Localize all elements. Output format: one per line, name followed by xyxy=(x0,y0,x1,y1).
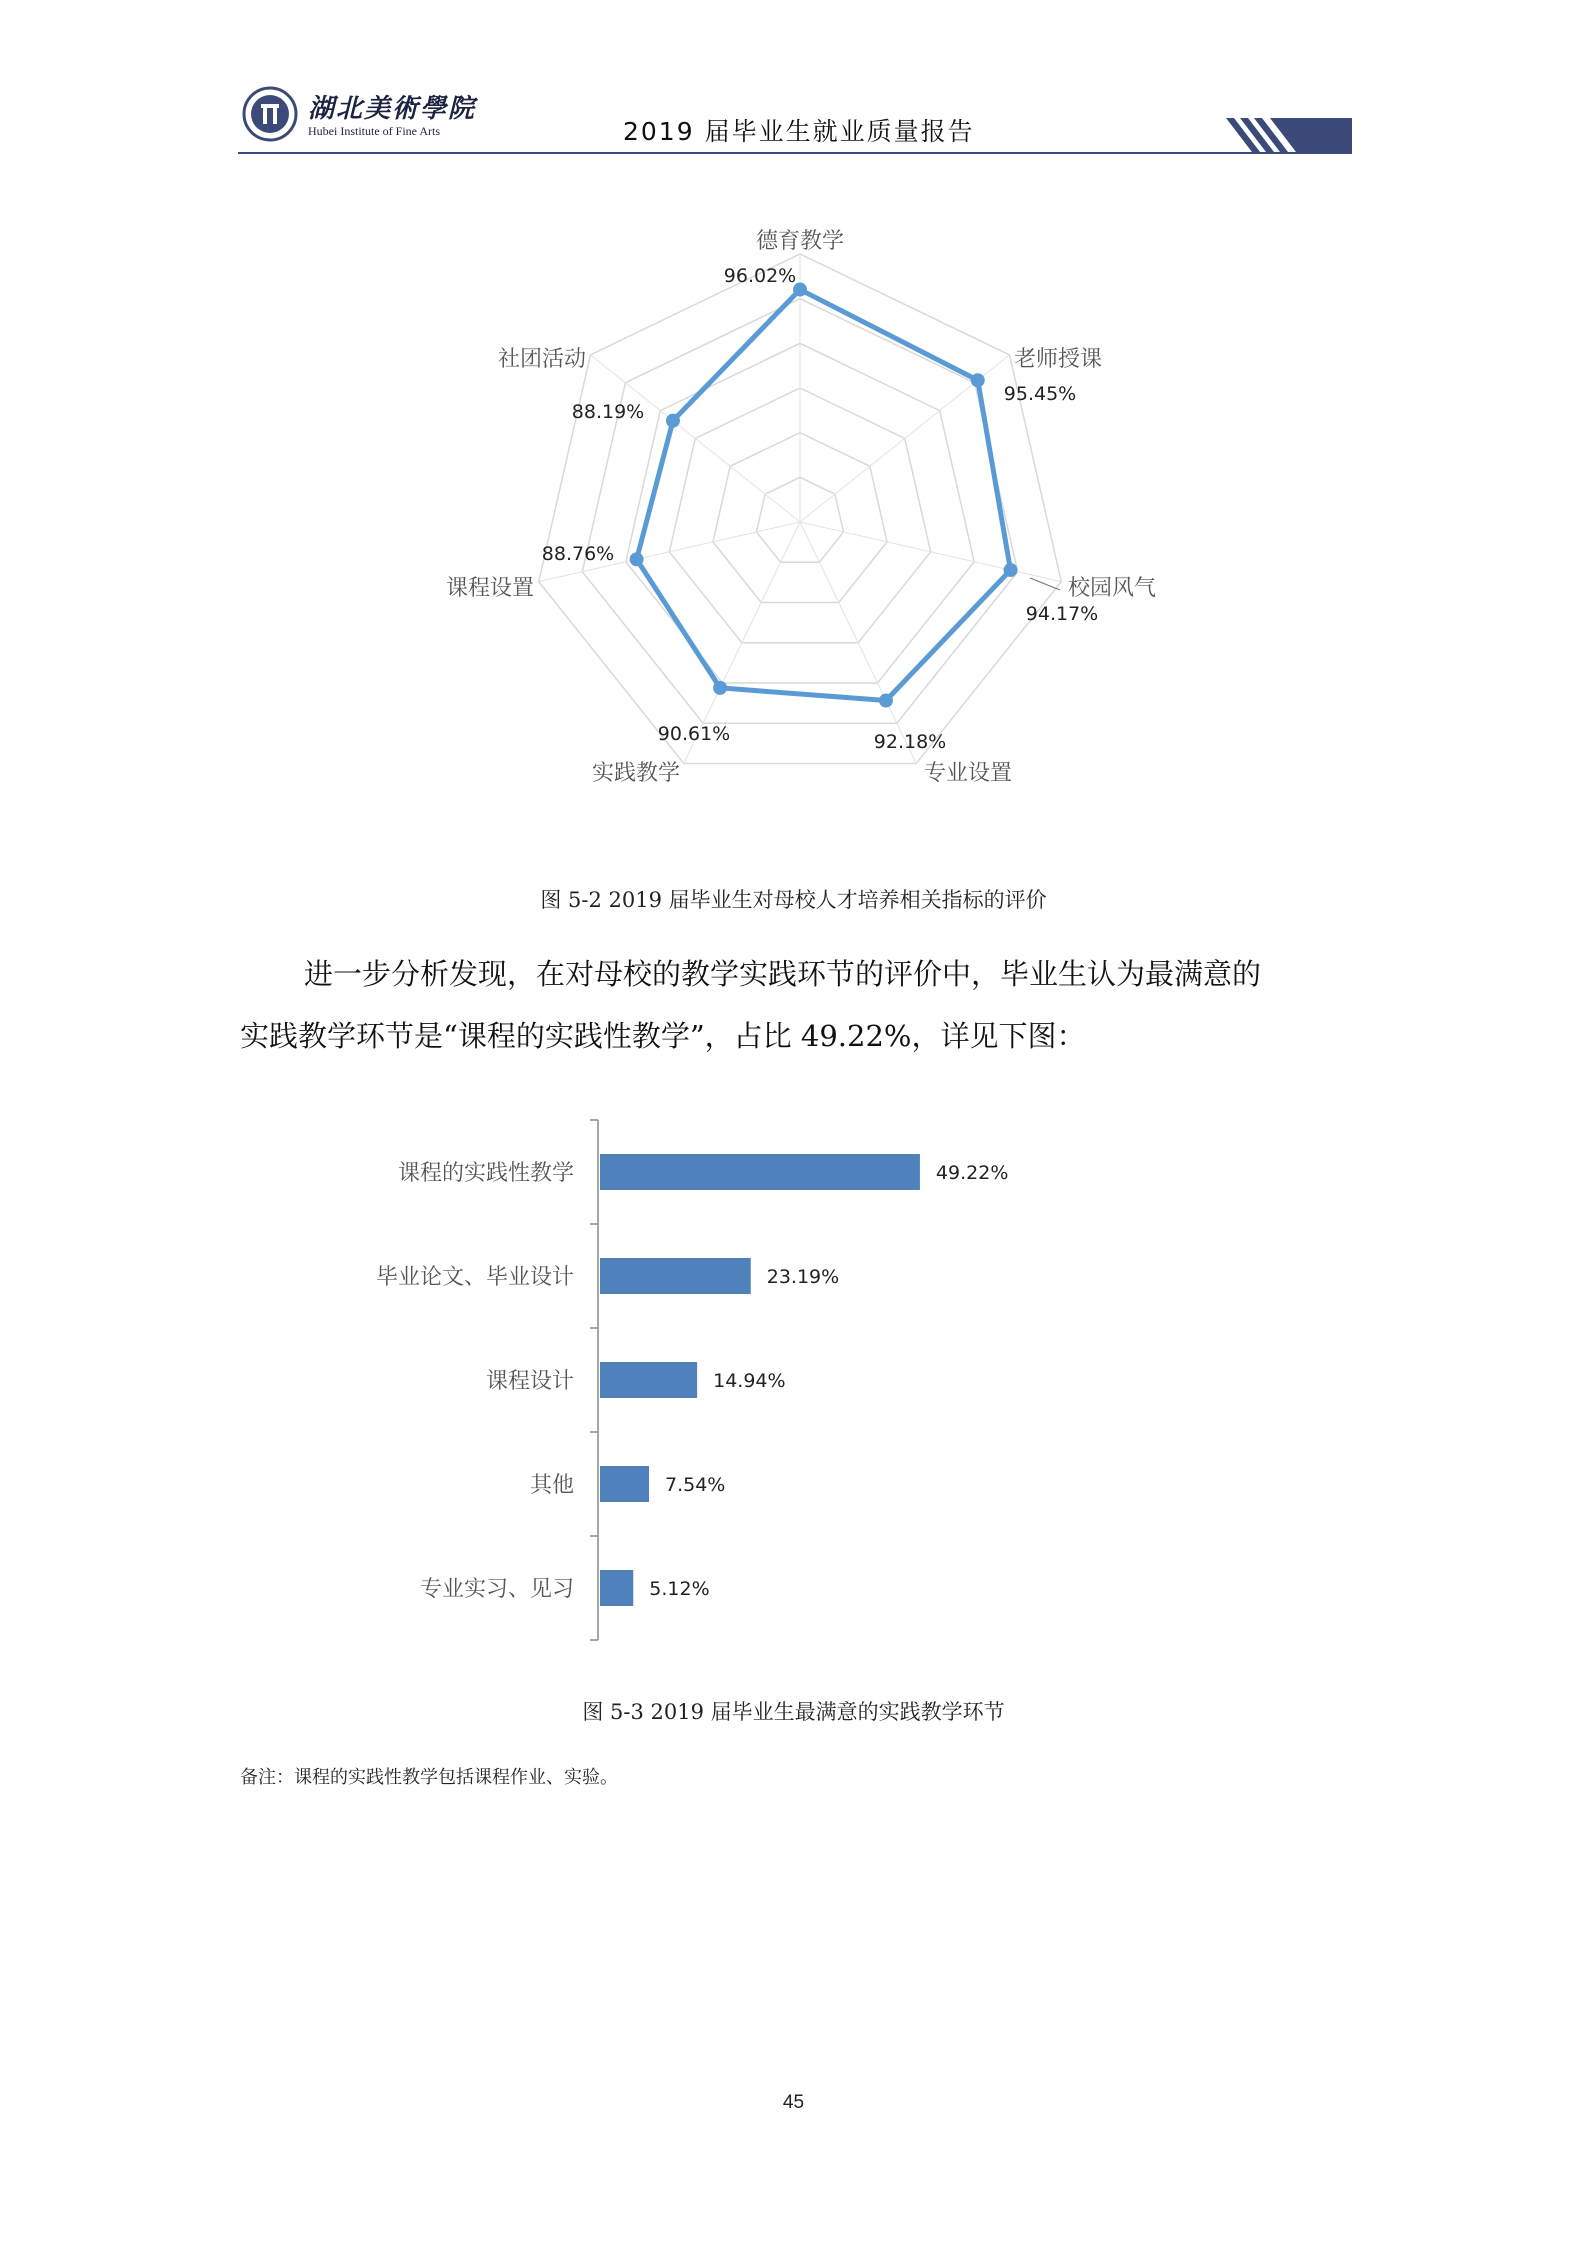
school-name-en: Hubei Institute of Fine Arts xyxy=(308,124,440,138)
bar-caption: 图 5-3 2019 届毕业生最满意的实践教学环节 xyxy=(582,1700,1005,1724)
radar-value-label: 96.02% xyxy=(723,265,797,287)
radar-spoke xyxy=(800,522,1061,582)
radar-point xyxy=(630,552,644,566)
radar-category-label: 实践教学 xyxy=(591,761,681,786)
bar-value-label: 5.12% xyxy=(649,1578,710,1600)
bar-category-label: 毕业论文、毕业设计 xyxy=(375,1265,574,1290)
bar-mark xyxy=(600,1466,649,1502)
page-number: 45 xyxy=(782,2092,805,2113)
bar-mark xyxy=(600,1258,751,1294)
bar-category-label: 专业实习、见习 xyxy=(419,1577,574,1602)
radar-point xyxy=(879,694,893,708)
footnote: 备注：课程的实践性教学包括课程作业、实验。 xyxy=(240,1767,618,1788)
radar-series-line xyxy=(637,290,1011,701)
radar-category-label: 社团活动 xyxy=(497,347,587,372)
bar-mark xyxy=(600,1154,920,1190)
paragraph-line-2: 实践教学环节是“课程的实践性教学”，占比 49.22%，详见下图： xyxy=(240,1019,1086,1053)
bar-mark xyxy=(600,1362,697,1398)
radar-point xyxy=(713,681,727,695)
radar-value-label: 88.76% xyxy=(541,543,615,565)
radar-value-label: 90.61% xyxy=(657,723,731,745)
report-title: 2019 届毕业生就业质量报告 xyxy=(623,117,975,146)
bar-chart xyxy=(0,1100,1587,1660)
radar-leader-line xyxy=(1030,578,1060,590)
bar-value-label: 23.19% xyxy=(766,1266,840,1288)
body-paragraph xyxy=(240,943,1350,1067)
radar-value-label: 92.18% xyxy=(873,731,947,753)
bar-mark xyxy=(600,1570,633,1606)
bar-value-label: 49.22% xyxy=(935,1162,1009,1184)
bar-value-label: 14.94% xyxy=(713,1370,786,1392)
radar-value-label: 88.19% xyxy=(571,401,645,423)
radar-category-label: 课程设置 xyxy=(445,576,535,601)
bar-category-label: 其他 xyxy=(529,1473,574,1498)
radar-chart xyxy=(0,0,1587,820)
radar-point xyxy=(666,414,680,428)
radar-category-label: 专业设置 xyxy=(923,761,1013,786)
paragraph-line-1: 进一步分析发现，在对母校的教学实践环节的评价中，毕业生认为最满意的 xyxy=(304,957,1262,991)
school-name-logo: 湖北美術學院 xyxy=(308,94,477,124)
radar-value-label: 94.17% xyxy=(1025,603,1099,625)
bar-category-label: 课程设计 xyxy=(485,1369,574,1394)
bar-category-label: 课程的实践性教学 xyxy=(397,1161,574,1186)
radar-category-label: 老师授课 xyxy=(1013,347,1103,372)
radar-spoke xyxy=(590,355,800,522)
radar-category-label: 德育教学 xyxy=(755,229,845,254)
radar-value-label: 95.45% xyxy=(1003,383,1077,405)
radar-point xyxy=(971,373,985,387)
radar-category-label: 校园风气 xyxy=(1067,576,1157,601)
radar-caption: 图 5-2 2019 届毕业生对母校人才培养相关指标的评价 xyxy=(540,888,1047,912)
radar-point xyxy=(1004,563,1018,577)
bar-value-label: 7.54% xyxy=(665,1474,726,1496)
